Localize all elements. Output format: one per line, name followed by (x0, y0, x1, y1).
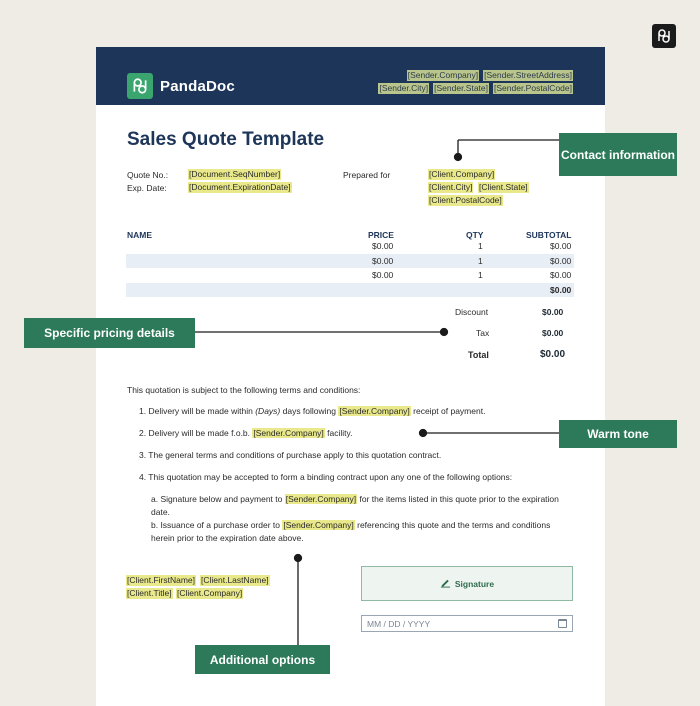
option-a-text-c: date. (151, 507, 170, 517)
term-2-text: 2. Delivery will be made f.o.b. (139, 428, 253, 438)
sender-company-token[interactable]: [Sender.Company] (283, 520, 354, 530)
term-4: 4. This quotation may be accepted to form a binding contract upon any one of the following options: (139, 472, 513, 482)
term-3: 3. The general terms and conditions of purchase apply to this quotation contract. (139, 450, 442, 460)
date-input[interactable] (361, 615, 573, 632)
row-subtotal: $0.00 (550, 241, 572, 251)
term-option-b (151, 519, 571, 545)
column-header-subtotal: SUBTOTAL (526, 230, 572, 240)
table-total-row (126, 283, 574, 297)
quote-no-label: Quote No.: (127, 170, 169, 180)
sender-postal-token[interactable]: [Sender.PostalCode] (494, 83, 572, 93)
terms-intro: This quotation is subject to the following terms and conditions: (127, 385, 361, 395)
term-1-text-b: days following (280, 406, 339, 416)
row-price: $0.00 (372, 256, 394, 266)
term-1-text-c: receipt of payment. (410, 406, 486, 416)
row-subtotal: $0.00 (550, 256, 572, 266)
callout-warm-tone: Warm tone (559, 420, 677, 448)
client-firstname-token[interactable]: [Client.FirstName] (127, 575, 196, 585)
tax-label: Tax (476, 328, 490, 338)
row-subtotal: $0.00 (550, 270, 572, 280)
sender-state-token[interactable]: [Sender.State] (434, 83, 489, 93)
document-header (96, 47, 605, 105)
table-row[interactable] (126, 239, 574, 253)
calendar-icon[interactable] (558, 619, 567, 628)
option-a-text: a. Signature below and payment to (151, 494, 285, 504)
quote-no-token[interactable]: [Document.SeqNumber] (189, 169, 281, 179)
exp-date-token[interactable]: [Document.ExpirationDate] (189, 182, 291, 192)
discount-label: Discount (455, 307, 489, 317)
client-title-token[interactable]: [Client.Title] (127, 588, 172, 598)
prepared-for-label: Prepared for (343, 170, 391, 180)
row-qty: 1 (478, 241, 483, 251)
sender-company-token[interactable]: [Sender.Company] (339, 406, 410, 416)
option-b-text-b: referencing this quote and the terms and conditions (354, 520, 551, 530)
client-state-token[interactable]: [Client.State] (479, 182, 528, 192)
brand-name: PandaDoc (160, 77, 235, 95)
discount-value: $0.00 (542, 307, 564, 317)
callout-pricing-details: Specific pricing details (24, 318, 195, 348)
date-placeholder: MM / DD / YYYY (367, 619, 431, 629)
sender-company-token[interactable]: [Sender.Company] (407, 70, 479, 80)
row-qty: 1 (478, 256, 483, 266)
exp-date-label: Exp. Date: (127, 183, 167, 193)
option-b-text-c: herein prior to the expiration date above. (151, 533, 304, 543)
option-b-text: b. Issuance of a purchase order to (151, 520, 283, 530)
term-1-text: 1. Delivery will be made within (139, 406, 256, 416)
row-price: $0.00 (372, 270, 394, 280)
client-city-token[interactable]: [Client.City] (429, 182, 473, 192)
tax-value: $0.00 (542, 328, 564, 338)
callout-additional-options: Additional options (195, 645, 330, 674)
row-price: $0.00 (372, 241, 394, 251)
sender-company-token[interactable]: [Sender.Company] (253, 428, 324, 438)
column-header-qty: QTY (466, 230, 484, 240)
row-total: $0.00 (550, 285, 572, 295)
pen-icon (440, 577, 451, 590)
term-2 (139, 427, 353, 440)
term-1 (139, 405, 485, 418)
brand (127, 73, 235, 99)
client-postal-token[interactable]: [Client.PostalCode] (429, 195, 502, 205)
sender-street-token[interactable]: [Sender.StreetAddress] (484, 70, 572, 80)
column-header-price: PRICE (368, 230, 394, 240)
quote-document (96, 47, 605, 706)
table-row[interactable] (126, 268, 574, 282)
option-a-text-b: for the items listed in this quote prior to the expiration (357, 494, 559, 504)
total-value: $0.00 (540, 349, 566, 360)
term-option-a (151, 493, 571, 519)
row-qty: 1 (478, 270, 483, 280)
pandadoc-logo-icon (652, 24, 676, 48)
term-1-days: (Days) (255, 406, 281, 416)
total-label: Total (468, 350, 489, 360)
client-lastname-token[interactable]: [Client.LastName] (201, 575, 269, 585)
client-company-token[interactable]: [Client.Company] (429, 169, 495, 179)
table-row[interactable] (126, 254, 574, 268)
sender-company-token[interactable]: [Sender.Company] (285, 494, 357, 504)
sender-city-token[interactable]: [Sender.City] (379, 83, 429, 93)
column-header-name: NAME (127, 230, 153, 240)
callout-contact-information: Contact information (559, 133, 677, 176)
term-2-text-b: facility. (324, 428, 353, 438)
signature-field[interactable] (361, 566, 573, 601)
pandadoc-logo-icon (127, 73, 153, 99)
sender-address (374, 68, 573, 94)
page-title: Sales Quote Template (127, 129, 325, 150)
signature-label: Signature (454, 578, 495, 589)
client-company-token[interactable]: [Client.Company] (177, 588, 243, 598)
